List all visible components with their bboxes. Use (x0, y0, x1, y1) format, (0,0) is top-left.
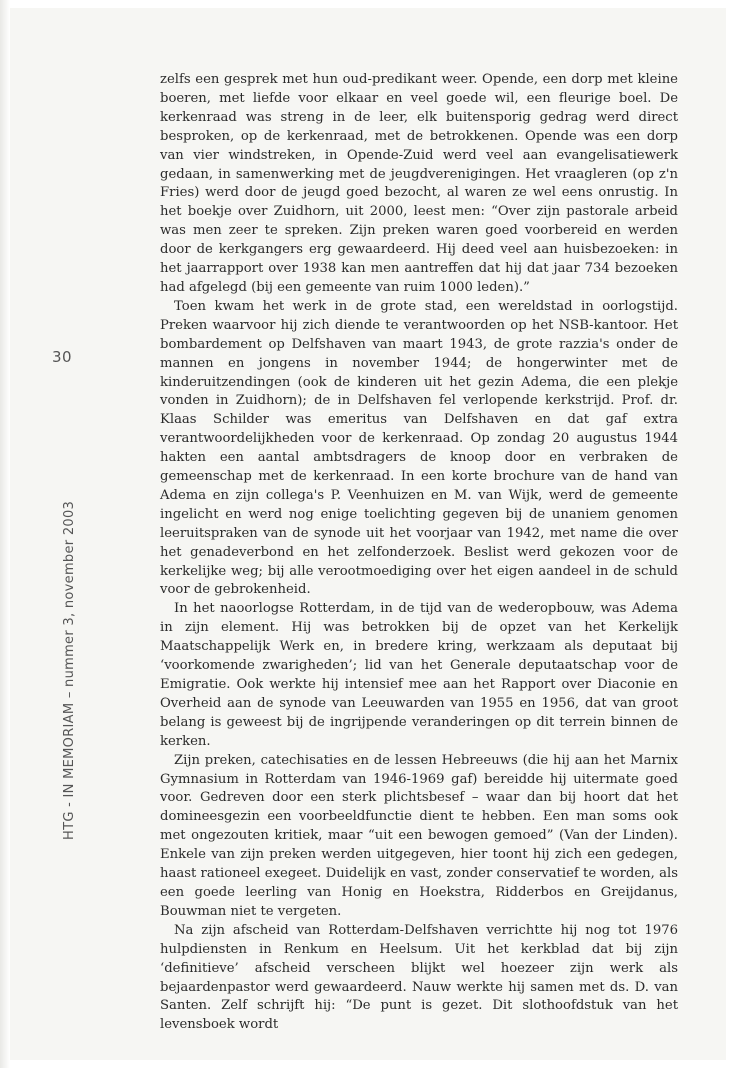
paragraph-2: Toen kwam het werk in de grote stad, een wereldstad in oorlogstijd. Preken waarvoor hij zich diende te verantwoorden op het NSB-kantoor. Het bombardement op Delfshaven van maart 1943, de grote razzia's onder de mannen en jongens in november 1944; de hongerwinter met de kinderuitzendingen (ook de kinderen uit het gezin Adema, die een plekje vonden in Zuidhorn); de in Delfshaven fel verlopende kerkstrijd. Prof. dr. Klaas Schilder was emeritus van Delfshaven en dat gaf extra verantwoordelijkheden voor de kerkenraad. Op zondag 20 augustus 1944 hakten een aantal ambtsdragers de knoop door en verbraken de gemeenschap met de kerkenraad. In een korte brochure van de hand van Adema en zijn collega's P. Veenhuizen en M. van Wijk, werd de gemeente ingelicht en werd nog enige toelichting gegeven bij de unaniem genomen leeruitspraken van de synode uit het voorjaar van 1942, met name die over het genadeverbond en het zelfonderzoek. Beslist werd gekozen voor de kerkelijke weg; bij alle verootmoediging over het eigen aandeel in de schuld voor de gebrokenheid. (160, 298, 678, 598)
paragraph-1: zelfs een gesprek met hun oud-predikant weer. Opende, een dorp met kleine boeren, met liefde voor elkaar en veel goede wil, een fleurige boel. De kerkenraad was streng in de leer, elk buitensporig gedrag werd direct besproken, op de kerkenraad, met de betrokkenen. Opende was een dorp van vier windstreken, in Opende-Zuid werd veel aan evangelisatiewerk gedaan, in samenwerking met de jeugdverenigingen. Het vraagleren (op z'n Fries) werd door de jeugd goed bezocht, al waren ze wel eens onrustig. In het boekje over Zuidhorn, uit 2000, leest men: “Over zijn pastorale arbeid was men zeer te spreken. Zijn preken waren goed voorbereid en werden door de kerkgangers erg gewaardeerd. Hij deed veel aan huisbezoeken: in het jaarrapport over 1938 kan men aantreffen dat hij dat jaar 734 bezoeken had afgelegd (bij een gemeente van ruim 1000 leden).” (160, 72, 678, 295)
paragraph-4: Zijn preken, catechisaties en de lessen Hebreeuws (die hij aan het Marnix Gymnasium in Rotterdam van 1946-1969 gaf) bereidde hij uitermate goed voor. Gedreven door een sterk plichtsbesef – waar dan bij hoort dat het domineesgezin een voorbeeldfunctie dient te hebben. Een man soms ook met ongezouten kritiek, maar “uit een bewogen gemoed” (Van der Linden). Enkele van zijn preken werden uitgegeven, hier toont hij zich een gedegen, haast rationeel exegeet. Duidelijk en vast, zonder conservatief te worden, als een goede leerling van Honig en Hoekstra, Ridderbos en Greijdanus, Bouwman niet te vergeten. (160, 752, 678, 919)
running-head: HTG - IN MEMORIAM – nummer 3, november 2003 (62, 500, 77, 840)
paragraph-5: Na zijn afscheid van Rotterdam-Delfshaven verrichtte hij nog tot 1976 hulpdiensten in Renkum en Heelsum. Uit het kerkblad dat bij zijn ‘definitieve’ afscheid verscheen blijkt wel hoezeer zijn werk als bejaardenpastor werd gewaardeerd. Nauw werkte hij samen met ds. D. van Santen. Zelf schrijft hij: “De punt is gezet. Dit slothoofdstuk van het levensboek wordt (160, 922, 678, 1033)
paragraph-3: In het naoorlogse Rotterdam, in de tijd van de wederopbouw, was Adema in zijn element. Hij was betrokken bij de opzet van het Kerkelijk Maatschappelijk Werk en, in bredere kring, werkzaam als deputaat bij ‘voorkomende zwarigheden’; lid van het Generale deputaatschap voor de Emigratie. Ook werkte hij intensief mee aan het Rapport over Diaconie en Overheid aan de synode van Leeuwarden van 1955 en 1956, dat van groot belang is geweest bij de ingrijpende veranderingen op dit terrein binnen de kerken. (160, 601, 678, 749)
page-edge-shadow (0, 0, 10, 1068)
page-number: 30 (52, 348, 73, 366)
body-text (160, 71, 678, 1035)
